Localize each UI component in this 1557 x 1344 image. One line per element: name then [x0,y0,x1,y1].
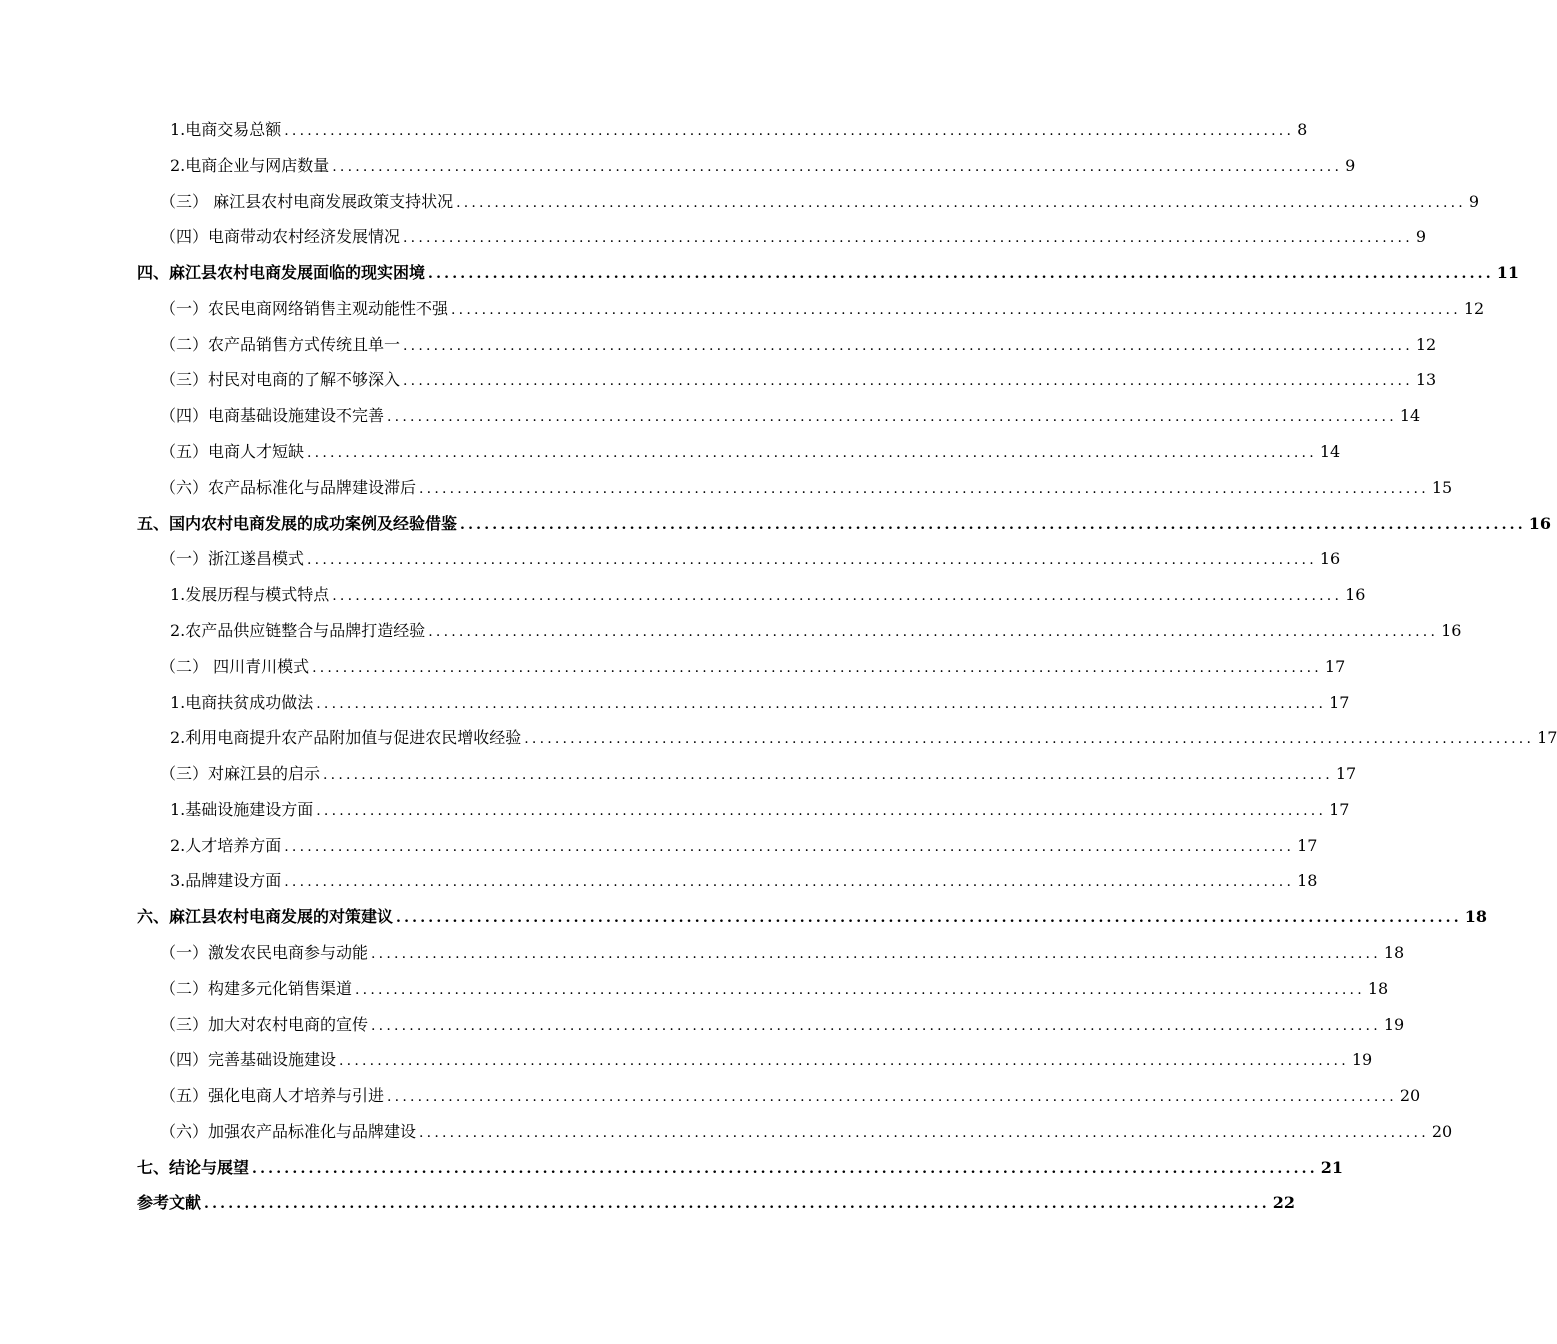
toc-entry-label: （四）电商带动农村经济发展情况 [160,227,401,246]
toc-page-number: 15 [1431,478,1453,497]
toc-page-number: 8 [1297,120,1308,139]
toc-entry-label: 七、结论与展望 [137,1158,250,1177]
toc-entry[interactable] [137,902,1488,932]
toc-entry-label: （四）电商基础设施建设不完善 [160,406,385,425]
toc-leader-dots: .................................................................................................................................... [284,123,1295,139]
toc-leader-dots: .................................................................................................................................... [396,910,1462,926]
toc-entry-label: 1.电商扶贫成功做法 [170,693,314,712]
toc-page-number: 13 [1415,370,1437,389]
toc-entry[interactable] [170,723,1557,753]
toc-entry-label: 四、麻江县农村电商发展面临的现实困境 [137,263,426,282]
toc-entry-label: （一）农民电商网络销售主观动能性不强 [160,299,449,318]
toc-leader-dots: .................................................................................................................................... [387,409,1397,425]
toc-page-number: 16 [1319,549,1341,568]
toc-leader-dots: .................................................................................................................................... [387,1089,1397,1105]
toc-page-number: 20 [1399,1086,1421,1105]
toc-leader-dots: .................................................................................................................................... [403,230,1413,246]
toc-page-number: 19 [1351,1050,1373,1069]
toc-entry[interactable] [170,795,1350,825]
toc-entry-label: 1.发展历程与模式特点 [170,585,330,604]
toc-page-number: 19 [1383,1015,1405,1034]
toc-leader-dots: .................................................................................................................................... [371,946,1381,962]
toc-page-number: 14 [1319,442,1341,461]
toc-entry-label: （二） 四川青川模式 [160,657,310,676]
toc-leader-dots: .................................................................................................................................... [284,839,1295,855]
toc-entry[interactable] [137,1153,1344,1183]
toc-leader-dots: .................................................................................................................................... [316,696,1327,712]
toc-page-number: 9 [1345,156,1356,175]
toc-leader-dots: .................................................................................................................................... [332,588,1343,604]
toc-entry-label: （一）激发农民电商参与动能 [160,943,369,962]
toc-leader-dots: .................................................................................................................................... [403,373,1413,389]
toc-entry[interactable] [170,151,1356,181]
toc-page-number: 17 [1537,728,1557,747]
toc-entry-label: 1.基础设施建设方面 [170,800,314,819]
toc-leader-dots: .................................................................................................................................... [524,731,1535,747]
toc-entry[interactable] [137,509,1552,539]
toc-entry[interactable] [137,258,1520,288]
toc-leader-dots: .................................................................................................................................... [371,1018,1381,1034]
toc-page-number: 22 [1272,1193,1296,1212]
toc-leader-dots: .................................................................................................................................... [456,195,1466,211]
toc-entry-label: （五）强化电商人才培养与引进 [160,1086,385,1105]
toc-entry[interactable] [160,365,1437,395]
toc-page-number: 18 [1464,907,1488,926]
toc-entry-label: 1.电商交易总额 [170,120,282,139]
toc-entry-label: 3.品牌建设方面 [170,871,282,890]
toc-entry[interactable] [160,330,1437,360]
toc-entry[interactable] [170,580,1366,610]
toc-leader-dots: .................................................................................................................................... [355,982,1365,998]
toc-entry[interactable] [160,544,1341,574]
toc-entry[interactable] [160,187,1480,217]
toc-page-number: 17 [1297,836,1318,855]
toc-page-number: 17 [1329,800,1350,819]
toc-leader-dots: .................................................................................................................................... [428,266,1494,282]
toc-entry[interactable] [160,473,1453,503]
toc-leader-dots: .................................................................................................................................... [307,552,1317,568]
toc-leader-dots: .................................................................................................................................... [428,624,1439,640]
toc-page-number: 18 [1367,979,1389,998]
toc-entry-label: （一）浙江遂昌模式 [160,549,305,568]
toc-entry[interactable] [170,831,1318,861]
toc-entry-label: （五）电商人才短缺 [160,442,305,461]
toc-entry-label: （六）农产品标准化与品牌建设滞后 [160,478,417,497]
toc-page-number: 17 [1335,764,1357,783]
toc-leader-dots: .................................................................................................................................... [307,445,1317,461]
toc-entry-label: 2.农产品供应链整合与品牌打造经验 [170,621,426,640]
toc-page-number: 20 [1431,1122,1453,1141]
toc-entry-label: （三） 麻江县农村电商发展政策支持状况 [160,192,454,211]
toc-entry-label: 2.电商企业与网店数量 [170,156,330,175]
toc-entry[interactable] [160,938,1405,968]
toc-entry-label: 六、麻江县农村电商发展的对策建议 [137,907,394,926]
toc-leader-dots: .................................................................................................................................... [204,1196,1270,1212]
toc-leader-dots: .................................................................................................................................... [316,803,1327,819]
toc-entry[interactable] [160,222,1427,252]
toc-entry-label: 五、国内农村电商发展的成功案例及经验借鉴 [137,514,458,533]
toc-entry[interactable] [160,294,1485,324]
toc-entry-label: （二）农产品销售方式传统且单一 [160,335,401,354]
toc-leader-dots: .................................................................................................................................... [252,1161,1318,1177]
toc-leader-dots: .................................................................................................................................... [284,874,1295,890]
toc-page-number: 18 [1383,943,1405,962]
toc-leader-dots: .................................................................................................................................... [339,1053,1349,1069]
toc-page-number: 21 [1320,1158,1344,1177]
toc-entry[interactable] [170,866,1318,896]
toc-entry[interactable] [160,1010,1405,1040]
toc-leader-dots: .................................................................................................................................... [419,481,1429,497]
toc-entry[interactable] [160,1117,1453,1147]
toc-page-number: 9 [1415,227,1427,246]
toc-leader-dots: .................................................................................................................................... [451,302,1461,318]
toc-page-number: 17 [1324,657,1346,676]
toc-entry-label: （六）加强农产品标准化与品牌建设 [160,1122,417,1141]
toc-entry[interactable] [160,1081,1421,1111]
toc-leader-dots: .................................................................................................................................... [332,159,1343,175]
toc-page-number: 16 [1345,585,1366,604]
toc-page-number: 11 [1496,263,1520,282]
toc-page-number: 18 [1297,871,1318,890]
toc-entry[interactable] [160,759,1357,789]
toc-entry[interactable] [170,115,1308,145]
toc-entry[interactable] [170,688,1350,718]
toc-entry-label: （三）加大对农村电商的宣传 [160,1015,369,1034]
toc-leader-dots: .................................................................................................................................... [460,517,1526,533]
toc-entry-label: 参考文献 [137,1193,202,1212]
toc-entry-label: （三）村民对电商的了解不够深入 [160,370,401,389]
toc-page-number: 16 [1441,621,1462,640]
toc-page-number: 16 [1528,514,1552,533]
toc-entry[interactable] [160,1045,1373,1075]
toc-page-number: 12 [1415,335,1437,354]
toc-entry-label: （三）对麻江县的启示 [160,764,321,783]
toc-leader-dots: .................................................................................................................................... [312,660,1322,676]
toc-entry-label: 2.利用电商提升农产品附加值与促进农民增收经验 [170,728,522,747]
toc-leader-dots: .................................................................................................................................... [419,1125,1429,1141]
toc-entry[interactable] [137,1188,1296,1218]
toc-leader-dots: .................................................................................................................................... [403,338,1413,354]
toc-entry[interactable] [160,974,1389,1004]
toc-entry[interactable] [170,616,1462,646]
toc-page-number: 14 [1399,406,1421,425]
toc-page-number: 9 [1468,192,1480,211]
toc-page-number: 12 [1463,299,1485,318]
toc-entry[interactable] [160,437,1341,467]
toc-entry-label: （二）构建多元化销售渠道 [160,979,353,998]
toc-leader-dots: .................................................................................................................................... [323,767,1333,783]
toc-entry-label: 2.人才培养方面 [170,836,282,855]
toc-entry[interactable] [160,401,1421,431]
toc-page-number: 17 [1329,693,1350,712]
toc-entry-label: （四）完善基础设施建设 [160,1050,337,1069]
toc-entry[interactable] [160,652,1346,682]
